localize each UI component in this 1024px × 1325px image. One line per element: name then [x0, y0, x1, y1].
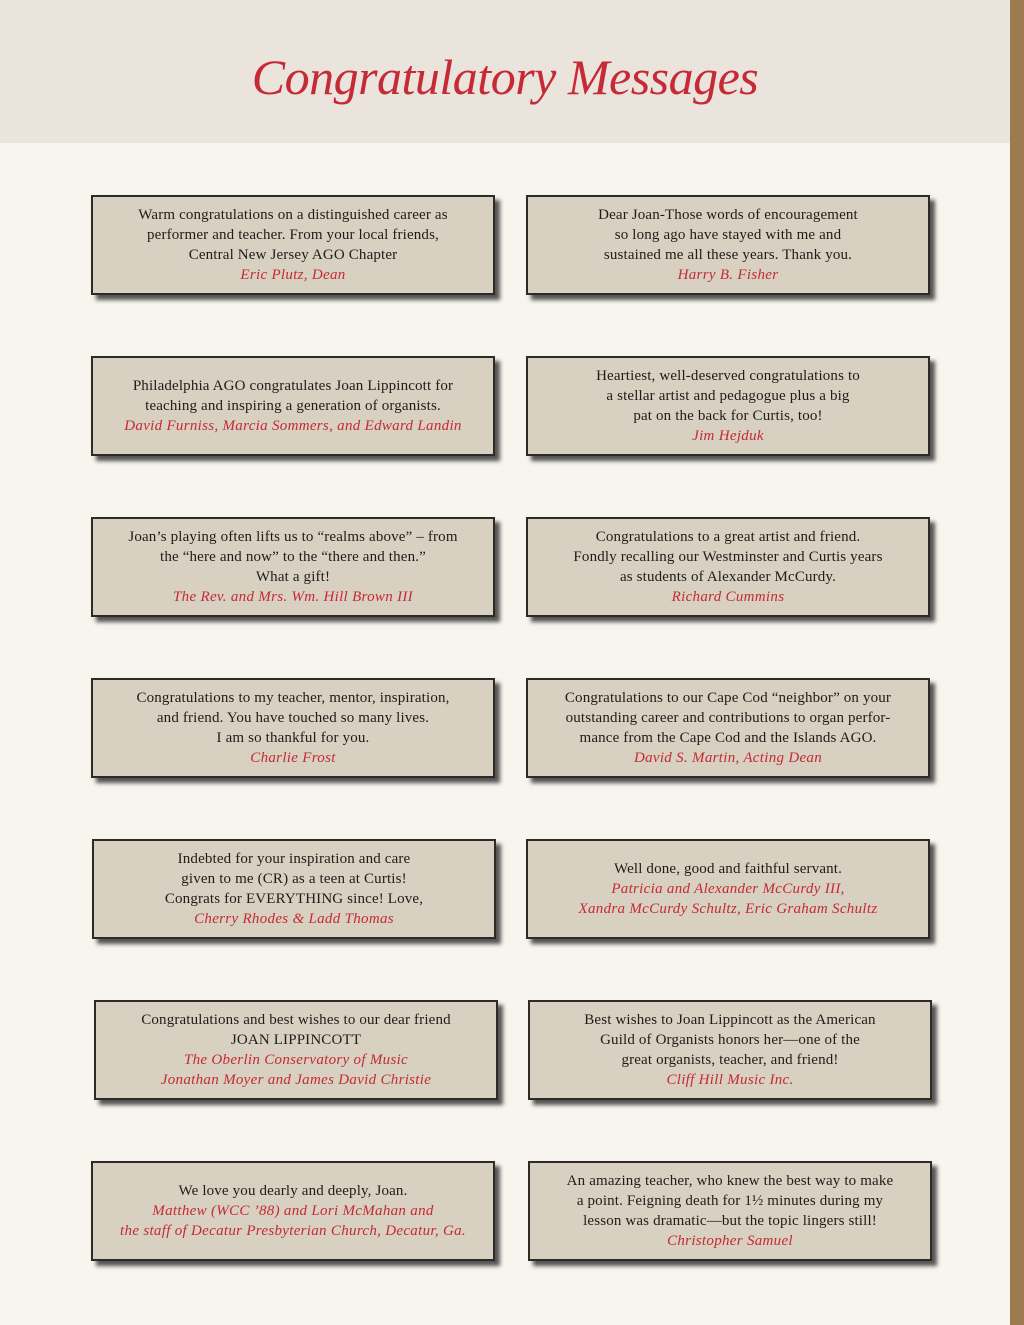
message-signature: David S. Martin, Acting Dean	[633, 750, 823, 766]
message-text: great organists, teacher, and friend!	[621, 1052, 839, 1068]
message-text: a point. Feigning death for 1½ minutes during my	[576, 1193, 884, 1209]
message-text: Dear Joan-Those words of encouragement	[598, 207, 858, 223]
message-signature: Cherry Rhodes & Ladd Thomas	[194, 911, 394, 927]
message-text: Congratulations and best wishes to our dear friend	[141, 1012, 451, 1028]
message-text: as students of Alexander McCurdy.	[619, 569, 837, 585]
message-text: Congratulations to our Cape Cod “neighbor” on your	[564, 690, 892, 706]
message-card	[91, 1161, 495, 1261]
message-signature: The Rev. and Mrs. Wm. Hill Brown III	[173, 589, 413, 605]
message-text: Indebted for your inspiration and care	[177, 851, 411, 867]
message-card	[528, 1161, 932, 1261]
message-signature: Matthew (WCC ’88) and Lori McMahan and	[152, 1203, 434, 1219]
message-card	[526, 195, 930, 295]
message-signature: Christopher Samuel	[667, 1233, 793, 1249]
message-text: Well done, good and faithful servant.	[613, 861, 843, 877]
message-text: teaching and inspiring a generation of organists.	[145, 398, 441, 414]
message-signature: Eric Plutz, Dean	[240, 267, 346, 283]
message-text: JOAN LIPPINCOTT	[230, 1032, 362, 1048]
message-text: Philadelphia AGO congratulates Joan Lippincott for	[132, 378, 454, 394]
page-title: Congratulatory Messages	[251, 49, 759, 105]
message-card	[94, 1000, 498, 1100]
message-text: so long ago have stayed with me and	[614, 227, 842, 243]
message-text: the “here and now” to the “there and then.”	[160, 549, 426, 565]
message-signature: Patricia and Alexander McCurdy III,	[611, 881, 845, 897]
message-signature: the staff of Decatur Presbyterian Church, Decatur, Ga.	[120, 1223, 466, 1239]
message-text: Heartiest, well-deserved congratulations to	[596, 368, 860, 384]
message-card	[91, 517, 495, 617]
message-signature: Richard Cummins	[671, 589, 785, 605]
message-text: An amazing teacher, who knew the best way to make	[566, 1173, 894, 1189]
message-text: Congratulations to a great artist and friend.	[595, 529, 861, 545]
message-text: Warm congratulations on a distinguished career as	[138, 207, 448, 223]
message-card	[528, 1000, 932, 1100]
message-card	[526, 678, 930, 778]
message-signature: Charlie Frost	[250, 750, 336, 766]
message-text: a stellar artist and pedagogue plus a big	[606, 388, 850, 404]
message-signature: The Oberlin Conservatory of Music	[183, 1052, 409, 1068]
message-text: Joan’s playing often lifts us to “realms above” – from	[128, 529, 458, 545]
message-signature: Jonathan Moyer and James David Christie	[160, 1072, 432, 1088]
message-card	[91, 356, 495, 456]
message-signature: David Furniss, Marcia Sommers, and Edward Landin	[124, 418, 462, 434]
message-text: Best wishes to Joan Lippincott as the American	[584, 1012, 876, 1028]
message-signature: Harry B. Fisher	[677, 267, 779, 283]
message-text: lesson was dramatic—but the topic lingers still!	[583, 1213, 877, 1229]
message-card	[526, 839, 930, 939]
message-signature: Jim Hejduk	[692, 428, 764, 444]
message-text: Central New Jersey AGO Chapter	[188, 247, 398, 263]
message-text: pat on the back for Curtis, too!	[633, 408, 823, 424]
message-signature: Xandra McCurdy Schultz, Eric Graham Schultz	[578, 901, 878, 917]
message-text: Congratulations to my teacher, mentor, inspiration,	[136, 690, 450, 706]
message-text: Guild of Organists honors her—one of the	[600, 1032, 860, 1048]
message-text: Congrats for EVERYTHING since! Love,	[164, 891, 424, 907]
message-text: mance from the Cape Cod and the Islands AGO.	[579, 730, 877, 746]
message-card	[526, 356, 930, 456]
message-text: I am so thankful for you.	[216, 730, 370, 746]
message-text: performer and teacher. From your local friends,	[147, 227, 439, 243]
message-card	[91, 678, 495, 778]
message-text: outstanding career and contributions to organ perfor-	[565, 710, 891, 726]
message-signature: Cliff Hill Music Inc.	[666, 1072, 794, 1088]
message-card	[92, 839, 496, 939]
message-text: given to me (CR) as a teen at Curtis!	[181, 871, 407, 887]
message-card	[526, 517, 930, 617]
message-card	[91, 195, 495, 295]
page-edge-bar	[1010, 0, 1024, 1325]
message-text: We love you dearly and deeply, Joan.	[178, 1183, 408, 1199]
message-text: sustained me all these years. Thank you.	[603, 247, 853, 263]
message-text: and friend. You have touched so many lives.	[156, 710, 430, 726]
message-text: What a gift!	[255, 569, 331, 585]
message-text: Fondly recalling our Westminster and Curtis years	[573, 549, 883, 565]
